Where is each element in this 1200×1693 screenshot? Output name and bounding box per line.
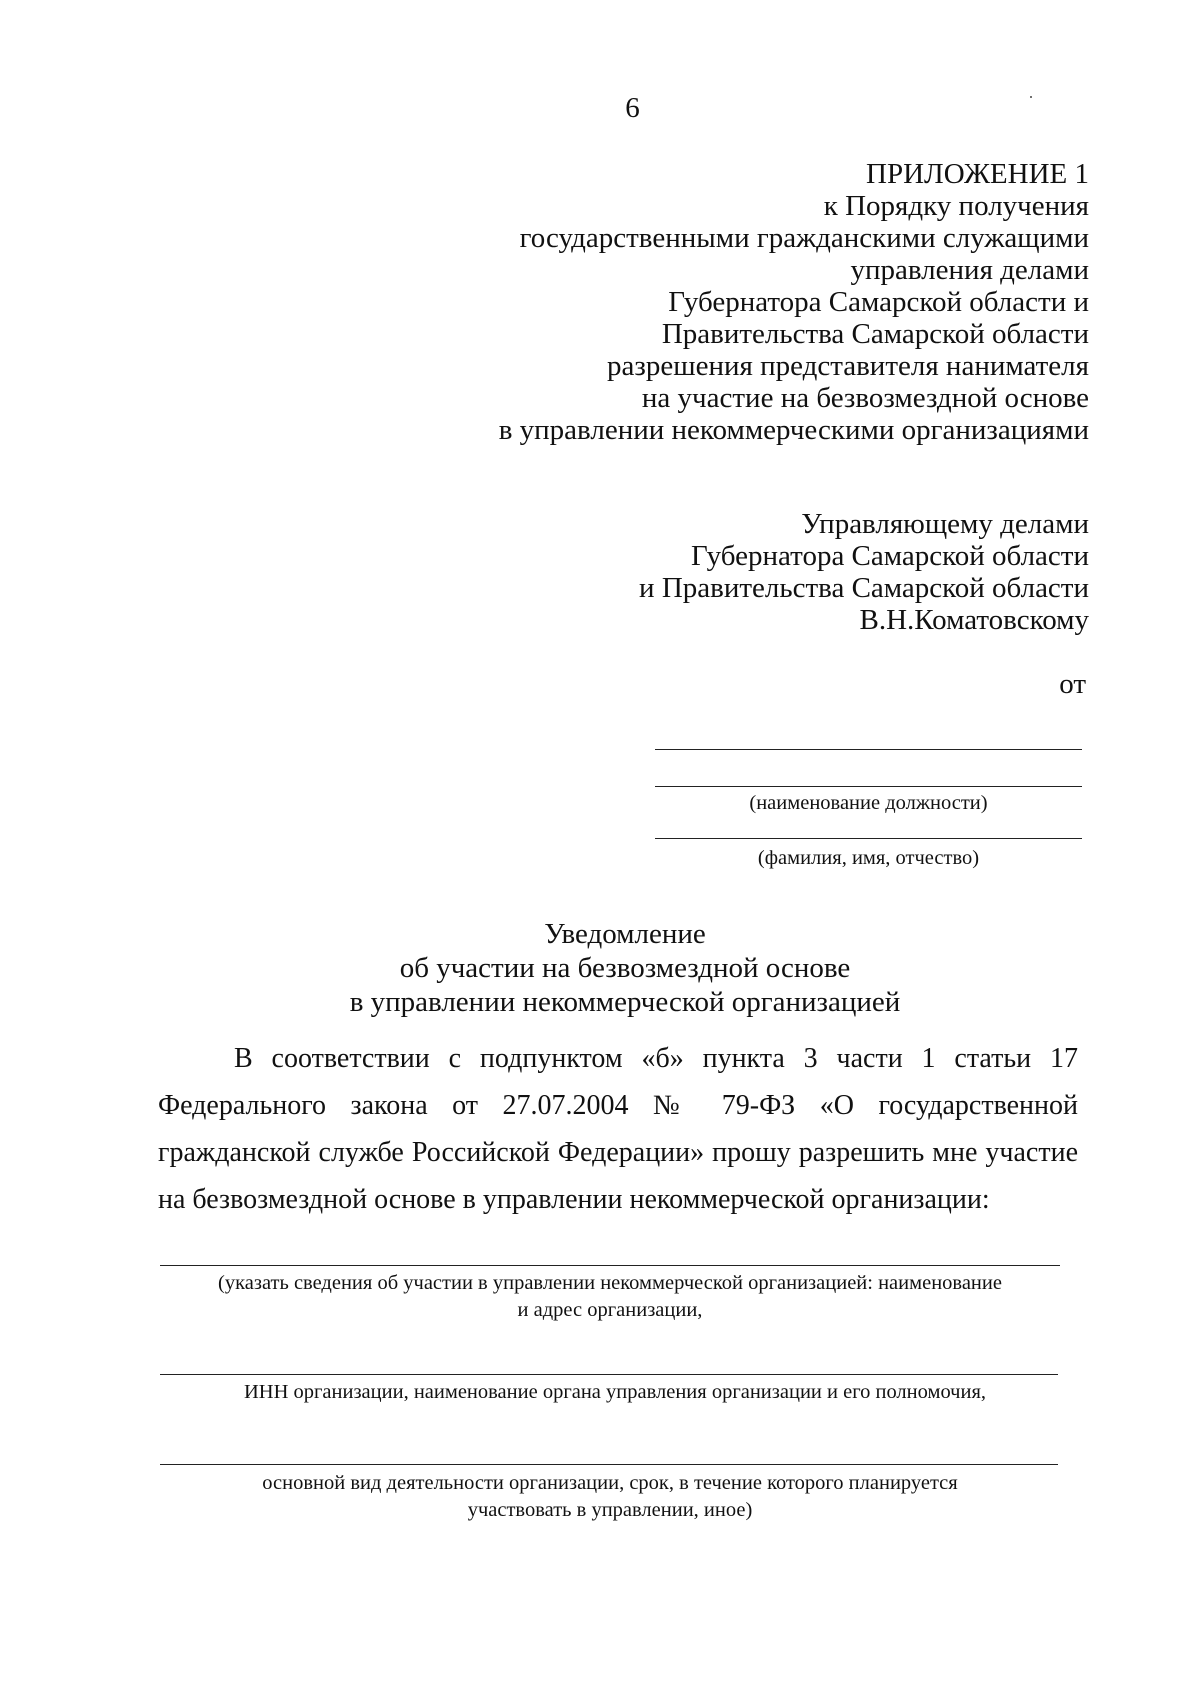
caption-line: (указать сведения об участии в управлении некоммерческой организацией: наименование [218, 1272, 1002, 1294]
notification-paragraph [158, 1035, 1078, 1223]
annex-line: Правительства Самарской области [661, 318, 1089, 350]
caption-line: основной вид деятельности организации, срок, в течение которого планируется [262, 1472, 958, 1494]
paragraph-text: В соответствии с подпунктом «б» пункта 3 части 1 статьи 17 Федерального закона от 27.07.2004 № 79-ФЗ «О государственной гражданской службе Российской Федерации» прошу разрешить мне участие на безвозмездной основе в управлении некоммерческой организации: [158, 1043, 1078, 1215]
title-line-3: в управлении некоммерческой организацией [349, 986, 901, 1018]
org-info-line-3[interactable] [160, 1464, 1058, 1465]
sender-name-line[interactable] [655, 838, 1082, 839]
document-title [0, 917, 1200, 1019]
annex-line: в управлении некоммерческими организациями [498, 414, 1089, 446]
annex-header [499, 158, 1089, 446]
org-info-caption-2: ИНН организации, наименование органа управления организации и его полномочия, [243, 1381, 987, 1403]
page-number: 6 [625, 92, 640, 124]
sender-position-line[interactable] [655, 786, 1082, 787]
org-info-caption-1 [130, 1270, 1090, 1324]
sender-blank-line-1[interactable] [655, 749, 1082, 750]
addressee-line: и Правительства Самарской области [639, 572, 1089, 604]
annex-line: управления делами [850, 254, 1089, 286]
addressee-name: В.Н.Коматовскому [859, 604, 1089, 636]
title-line-2: об участии на безвозмездной основе [399, 952, 851, 984]
annex-line: разрешения представителя нанимателя [607, 350, 1089, 382]
annex-title: ПРИЛОЖЕНИЕ 1 [866, 158, 1089, 190]
org-info-caption-3 [130, 1470, 1090, 1524]
caption-line: участвовать в управлении, иное) [467, 1499, 753, 1521]
title-line-1: Уведомление [544, 918, 706, 950]
org-info-line-2[interactable] [160, 1374, 1058, 1375]
from-label: от [1059, 668, 1086, 700]
position-caption: (наименование должности) [749, 792, 988, 814]
annex-line: Губернатора Самарской области и [668, 286, 1089, 318]
annex-line: государственными гражданскими служащими [519, 222, 1089, 254]
org-info-line-1[interactable] [160, 1265, 1060, 1266]
full-name-caption: (фамилия, имя, отчество) [757, 847, 980, 869]
addressee-block [639, 508, 1089, 636]
caption-line: и адрес организации, [517, 1299, 703, 1321]
addressee-line: Губернатора Самарской области [690, 540, 1089, 572]
annex-line: на участие на безвозмездной основе [641, 382, 1089, 414]
annex-line: к Порядку получения [823, 190, 1089, 222]
addressee-line: Управляющему делами [801, 508, 1089, 540]
